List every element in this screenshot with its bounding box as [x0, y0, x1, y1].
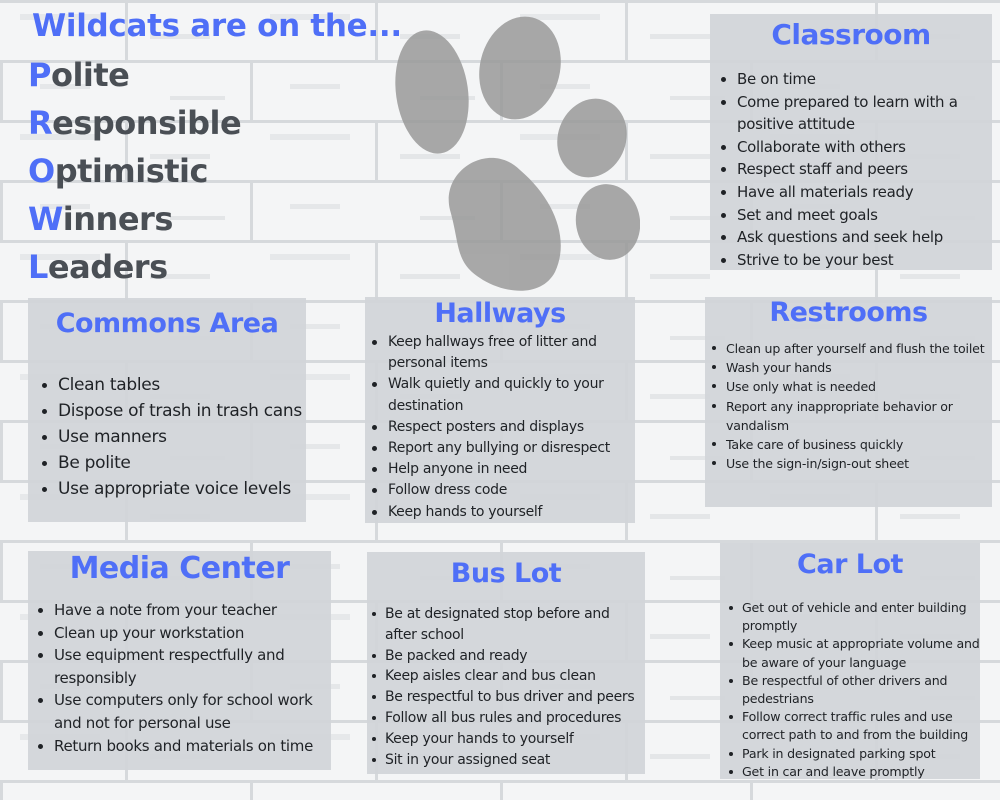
rule-item: Report any inappropriate behavior or vandalism	[726, 397, 992, 435]
media-center-card	[28, 551, 331, 770]
hallways-heading: Hallways	[434, 298, 566, 329]
rule-item: Be polite	[58, 450, 306, 476]
page-title: Wildcats are on the...	[32, 8, 402, 44]
classroom-heading: Classroom	[771, 18, 931, 51]
car-lot-rules-list	[720, 595, 980, 781]
rule-item: Keep hallways free of litter and personal items	[388, 332, 635, 374]
acrostic-list	[28, 53, 241, 293]
rule-item: Use only what is needed	[726, 377, 992, 396]
rule-item: Walk quietly and quickly to your destination	[388, 374, 635, 416]
car-lot-card	[720, 543, 980, 779]
acrostic-letter: P	[28, 56, 51, 94]
rule-item: Wash your hands	[726, 358, 992, 377]
rule-item: Collaborate with others	[737, 136, 992, 159]
acrostic-word: inners	[62, 200, 173, 238]
rule-item: Set and meet goals	[737, 204, 992, 227]
car-lot-heading: Car Lot	[797, 549, 903, 580]
bus-lot-card	[367, 552, 645, 774]
hallways-card	[365, 297, 635, 523]
rule-item: Come prepared to learn with a positive attitude	[737, 91, 992, 136]
rule-item: Get in car and leave promptly	[742, 763, 980, 781]
acrostic-word: esponsible	[52, 104, 242, 142]
acrostic-letter: L	[28, 248, 48, 286]
rule-item: Use manners	[58, 424, 306, 450]
rule-item: Be at designated stop before and after school	[385, 604, 645, 646]
commons-area-card	[28, 298, 306, 522]
rule-item: Use the sign-in/sign-out sheet	[726, 454, 992, 473]
acrostic-item	[28, 53, 241, 101]
restrooms-card	[705, 297, 992, 507]
paw-print-icon	[370, 10, 640, 300]
acrostic-item	[28, 149, 241, 197]
rule-item: Use equipment respectfully and responsibly	[54, 644, 331, 689]
acrostic-word: eaders	[47, 248, 168, 286]
restrooms-heading: Restrooms	[769, 297, 928, 328]
classroom-rules-list	[710, 62, 992, 271]
bus-lot-rules-list	[367, 598, 645, 770]
rule-item: Sit in your assigned seat	[385, 750, 645, 771]
rule-item: Follow correct traffic rules and use correct path to and from the building	[742, 708, 980, 744]
acrostic-item	[28, 197, 241, 245]
rule-item: Be respectful to bus driver and peers	[385, 687, 645, 708]
rule-item: Be respectful of other drivers and pedestrians	[742, 672, 980, 708]
rule-item: Have all materials ready	[737, 181, 992, 204]
commons-area-heading: Commons Area	[55, 308, 279, 339]
acrostic-letter: R	[28, 104, 53, 142]
commons-area-rules-list	[28, 358, 306, 502]
rule-item: Help anyone in need	[388, 459, 635, 480]
bus-lot-heading: Bus Lot	[450, 558, 562, 589]
acrostic-letter: O	[28, 152, 55, 190]
rule-item: Keep aisles clear and bus clean	[385, 666, 645, 687]
media-center-heading: Media Center	[69, 551, 290, 586]
acrostic-item	[28, 101, 241, 149]
media-center-rules-list	[28, 597, 331, 757]
rule-item: Have a note from your teacher	[54, 599, 331, 622]
rule-item: Follow all bus rules and procedures	[385, 708, 645, 729]
rule-item: Strive to be your best	[737, 249, 992, 272]
rule-item: Keep your hands to yourself	[385, 729, 645, 750]
acrostic-letter: W	[28, 200, 63, 238]
rule-item: Report any bullying or disrespect	[388, 438, 635, 459]
rule-item: Keep music at appropriate volume and be aware of your language	[742, 635, 980, 671]
rule-item: Get out of vehicle and enter building promptly	[742, 599, 980, 635]
rule-item: Be packed and ready	[385, 646, 645, 667]
restrooms-rules-list	[705, 339, 992, 473]
rule-item: Clean up your workstation	[54, 622, 331, 645]
rule-item: Respect staff and peers	[737, 158, 992, 181]
acrostic-item	[28, 245, 241, 293]
rule-item: Take care of business quickly	[726, 435, 992, 454]
rule-item: Return books and materials on time	[54, 735, 331, 758]
rule-item: Clean tables	[58, 372, 306, 398]
classroom-card	[710, 14, 992, 270]
rule-item: Respect posters and displays	[388, 417, 635, 438]
acrostic-word: ptimistic	[54, 152, 208, 190]
rule-item: Ask questions and seek help	[737, 226, 992, 249]
rule-item: Keep hands to yourself	[388, 502, 635, 523]
rule-item: Use appropriate voice levels	[58, 476, 306, 502]
rule-item: Clean up after yourself and flush the toilet	[726, 339, 992, 358]
rule-item: Be on time	[737, 68, 992, 91]
hallways-rules-list	[365, 332, 635, 523]
rule-item: Park in designated parking spot	[742, 745, 980, 763]
acrostic-word: olite	[50, 56, 130, 94]
rule-item: Use computers only for school work and not for personal use	[54, 689, 331, 734]
rule-item: Follow dress code	[388, 480, 635, 501]
rule-item: Dispose of trash in trash cans	[58, 398, 306, 424]
